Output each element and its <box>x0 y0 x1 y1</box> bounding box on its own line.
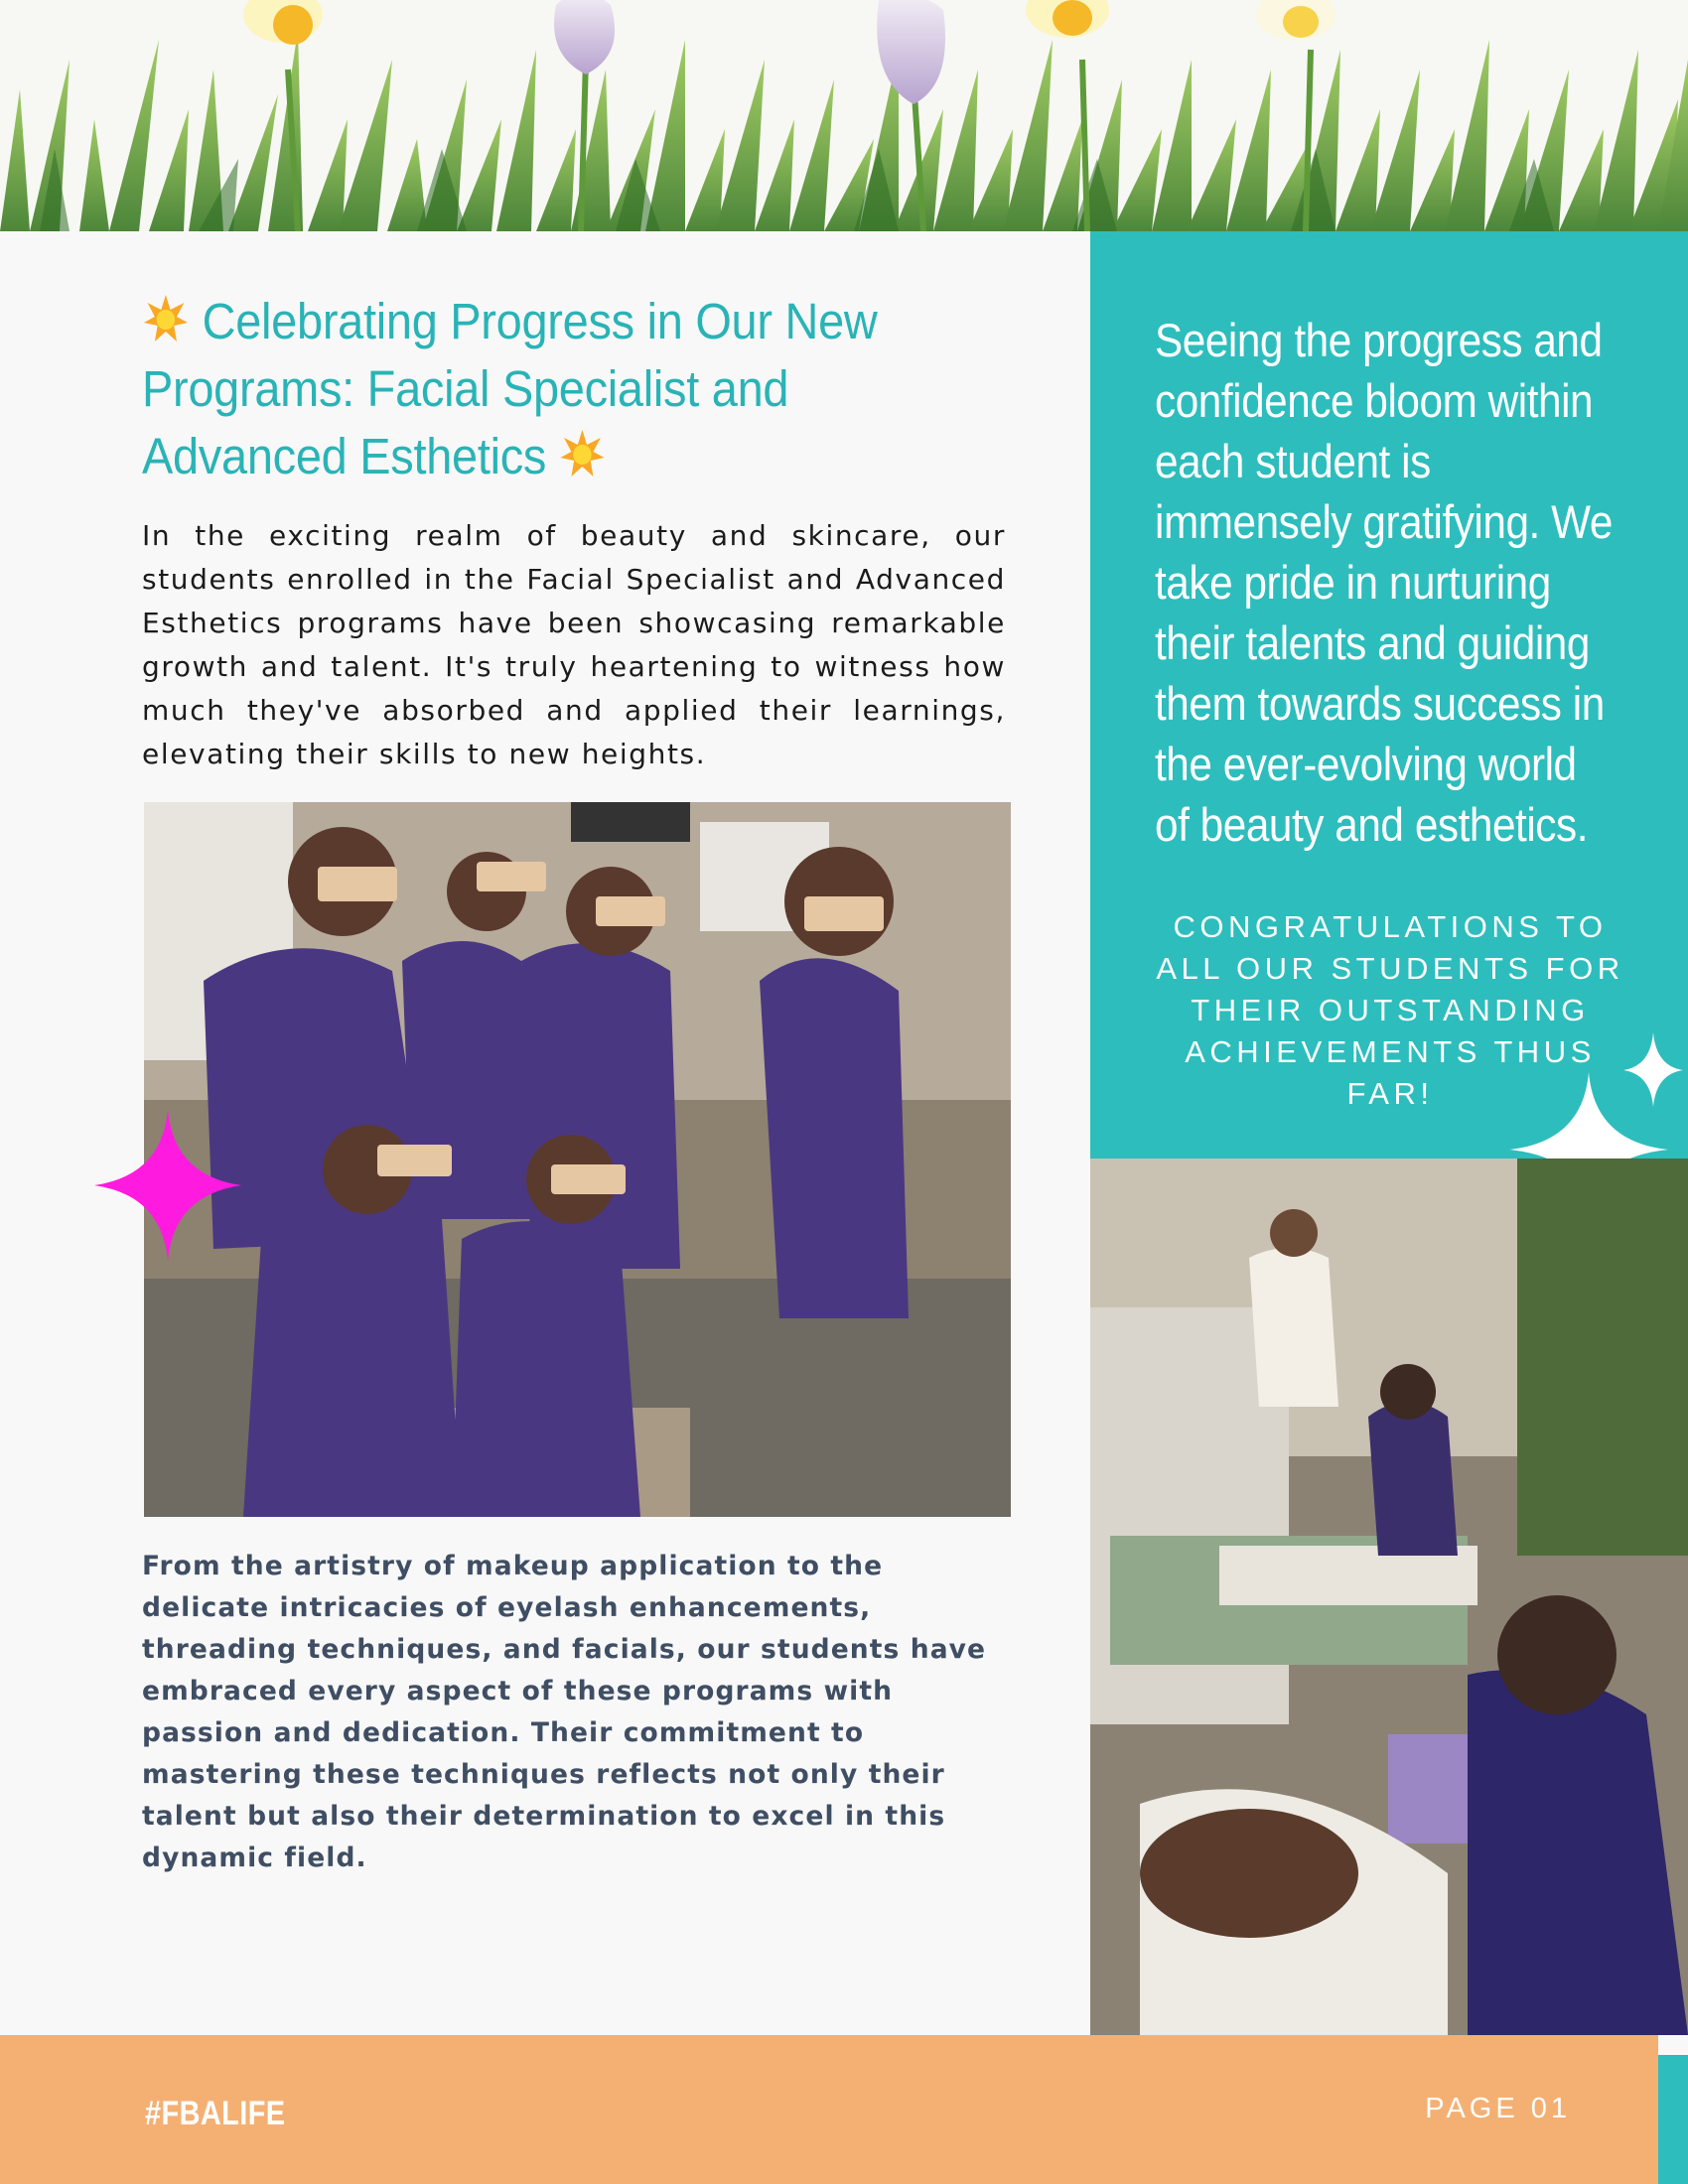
footer-hashtag: #FBALIFE <box>145 2095 286 2132</box>
daffodil-flower <box>1026 0 1109 38</box>
intro-paragraph: In the exciting realm of beauty and skincare, our students enrolled in the Facial Specialist and Advanced Esthetics programs have been showcasing remarkable growth and talent. It's truly heartening to witness how much they've absorbed and applied their learnings, elevating their skills to new heights. <box>142 519 1006 770</box>
sparkle-icon <box>94 1110 241 1261</box>
facial-treatment-photo <box>1090 1159 1688 2035</box>
daffodil-flower <box>243 0 323 45</box>
tulip-flower <box>554 0 615 74</box>
page-number: PAGE 01 <box>1425 2093 1571 2124</box>
students-group-photo <box>144 802 1011 1517</box>
sun-sparkle-icon <box>559 428 607 479</box>
floral-banner <box>0 0 1688 231</box>
pull-quote: Seeing the progress and confidence bloom within each student is immensely gratifying. We take pride in nurturing their talents and guiding them towards success in the ever-evolving world of beauty and esthetics. <box>1155 314 1613 851</box>
title-text: Celebrating Progress in Our New Programs: Facial Specialist and Advanced Esthetics <box>142 293 878 484</box>
footer-accent-strip <box>1658 2055 1688 2184</box>
congratulations-message: CONGRATULATIONS TO ALL OUR STUDENTS FOR THEIR OUTSTANDING ACHIEVEMENTS THUS FAR! <box>1156 909 1624 1111</box>
body-paragraph: From the artistry of makeup application to the delicate intricacies of eyelash enhancements, threading techniques, and facials, our students have embraced every aspect of these programs with passion and dedication. Their commitment to mastering these techniques reflects not only their talent but also their determination to excel in this dynamic field. <box>142 1551 987 1873</box>
page-title <box>142 288 946 490</box>
tulip-flower <box>877 0 945 104</box>
sun-sparkle-icon <box>142 293 190 344</box>
daffodil-flower <box>1256 0 1336 41</box>
flowers-illustration <box>0 0 1688 231</box>
